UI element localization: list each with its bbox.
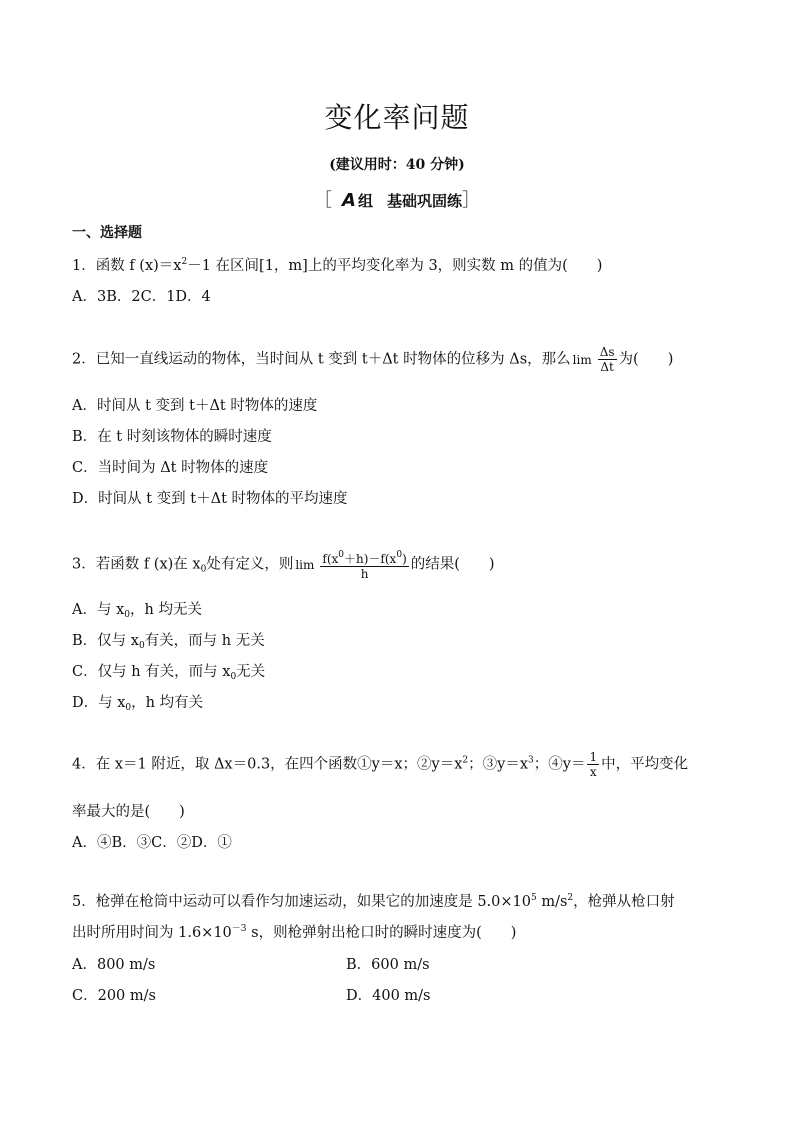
question-5-option-c: C．200 m/s (72, 988, 156, 1004)
question-2-option-b: B．在 t 时刻该物体的瞬时速度 (72, 429, 272, 445)
question-3-option-a: A．与 $x_0$，h 均无关 (72, 602, 202, 620)
fraction: $\frac{\Delta s}{\Delta t}$ (599, 345, 615, 374)
group-name: 基础巩固练 (386, 192, 462, 210)
option-b: B．2 (106, 289, 141, 305)
group-close-bracket: ］ (461, 190, 480, 211)
group-label: 组 (357, 192, 373, 210)
question-1: 1．函数 f $(x)=x^2-1$ 在区间[1，m]上的平均变化率为 3，则实数 m 的值为( ) (72, 257, 603, 274)
option-d: D．4 (175, 289, 211, 305)
page-title: 变化率问题 (324, 101, 470, 134)
question-4-options (72, 831, 232, 852)
option-a: A．④ (72, 835, 112, 851)
question-3-option-b: B．仅与 $x_0$有关，而与 h 无关 (72, 633, 265, 651)
group-heading (0, 186, 794, 212)
question-5-option-d: D．400 m/s (346, 988, 431, 1004)
question-2-option-c: C．当时间为 Δt 时物体的速度 (72, 460, 269, 476)
question-3-option-c: C．仅与 h 有关，而与 $x_0$无关 (72, 664, 266, 682)
option-c: C．1 (140, 289, 176, 305)
question-1-options (72, 285, 211, 306)
question-5-option-a: A．800 m/s (72, 957, 156, 973)
suggested-time: (建议用时：40 分钟) (329, 157, 465, 173)
question-4-line-2: 率最大的是( ) (72, 804, 185, 820)
lim-symbol: lim (572, 352, 592, 367)
option-c: C．② (151, 835, 192, 851)
question-5-line-2: 出时所用时间为 $1.6\times 10^{-3}$ s，则枪弹射出枪口时的瞬时速度为( ) (72, 924, 517, 941)
fraction: $\frac{f(x^0+h)-f(x^0)}{h}$ (322, 550, 407, 581)
question-3: 3．若函数 f (x)在 $x_0$处有定义，则 lim $\frac{f(x^0+h)-f(x^0)}{h}$ 的结果( ) (72, 550, 495, 581)
option-b: B．③ (111, 835, 152, 851)
question-2-option-d: D．时间从 t 变到 t＋Δt 时物体的平均速度 (72, 491, 348, 507)
fraction: $\frac{1}{x}$ (589, 750, 598, 779)
question-2-option-a: A．时间从 t 变到 t＋Δt 时物体的速度 (72, 398, 318, 414)
option-d: D．① (191, 835, 232, 851)
group-open-bracket: ［ (314, 190, 333, 211)
lim-symbol: lim (295, 557, 315, 572)
group-letter: A (342, 190, 356, 211)
section-heading: 一、选择题 (72, 225, 142, 241)
question-4: 4．在 x＝1 附近，取 Δx＝0.3，在四个函数①y＝x；$②y=x^2$；$③y=x^3$；④y＝ $\frac{1}{x}$ 中，平均变化 (72, 750, 689, 779)
question-3-option-d: D．与 $x_0$，h 均有关 (72, 695, 204, 713)
question-5-option-b: B．600 m/s (346, 957, 430, 973)
question-5: 5．枪弹在枪筒中运动可以看作匀加速运动，如果它的加速度是 $5.0\times 10^5$ $m/s^2$，枪弹从枪口射 (72, 893, 675, 910)
question-2: 2．已知一直线运动的物体，当时间从 t 变到 t＋Δt 时物体的位移为 Δs，那么 lim $\frac{\Delta s}{\Delta t}$ 为( ) (72, 345, 674, 374)
option-a: A．3 (72, 289, 107, 305)
